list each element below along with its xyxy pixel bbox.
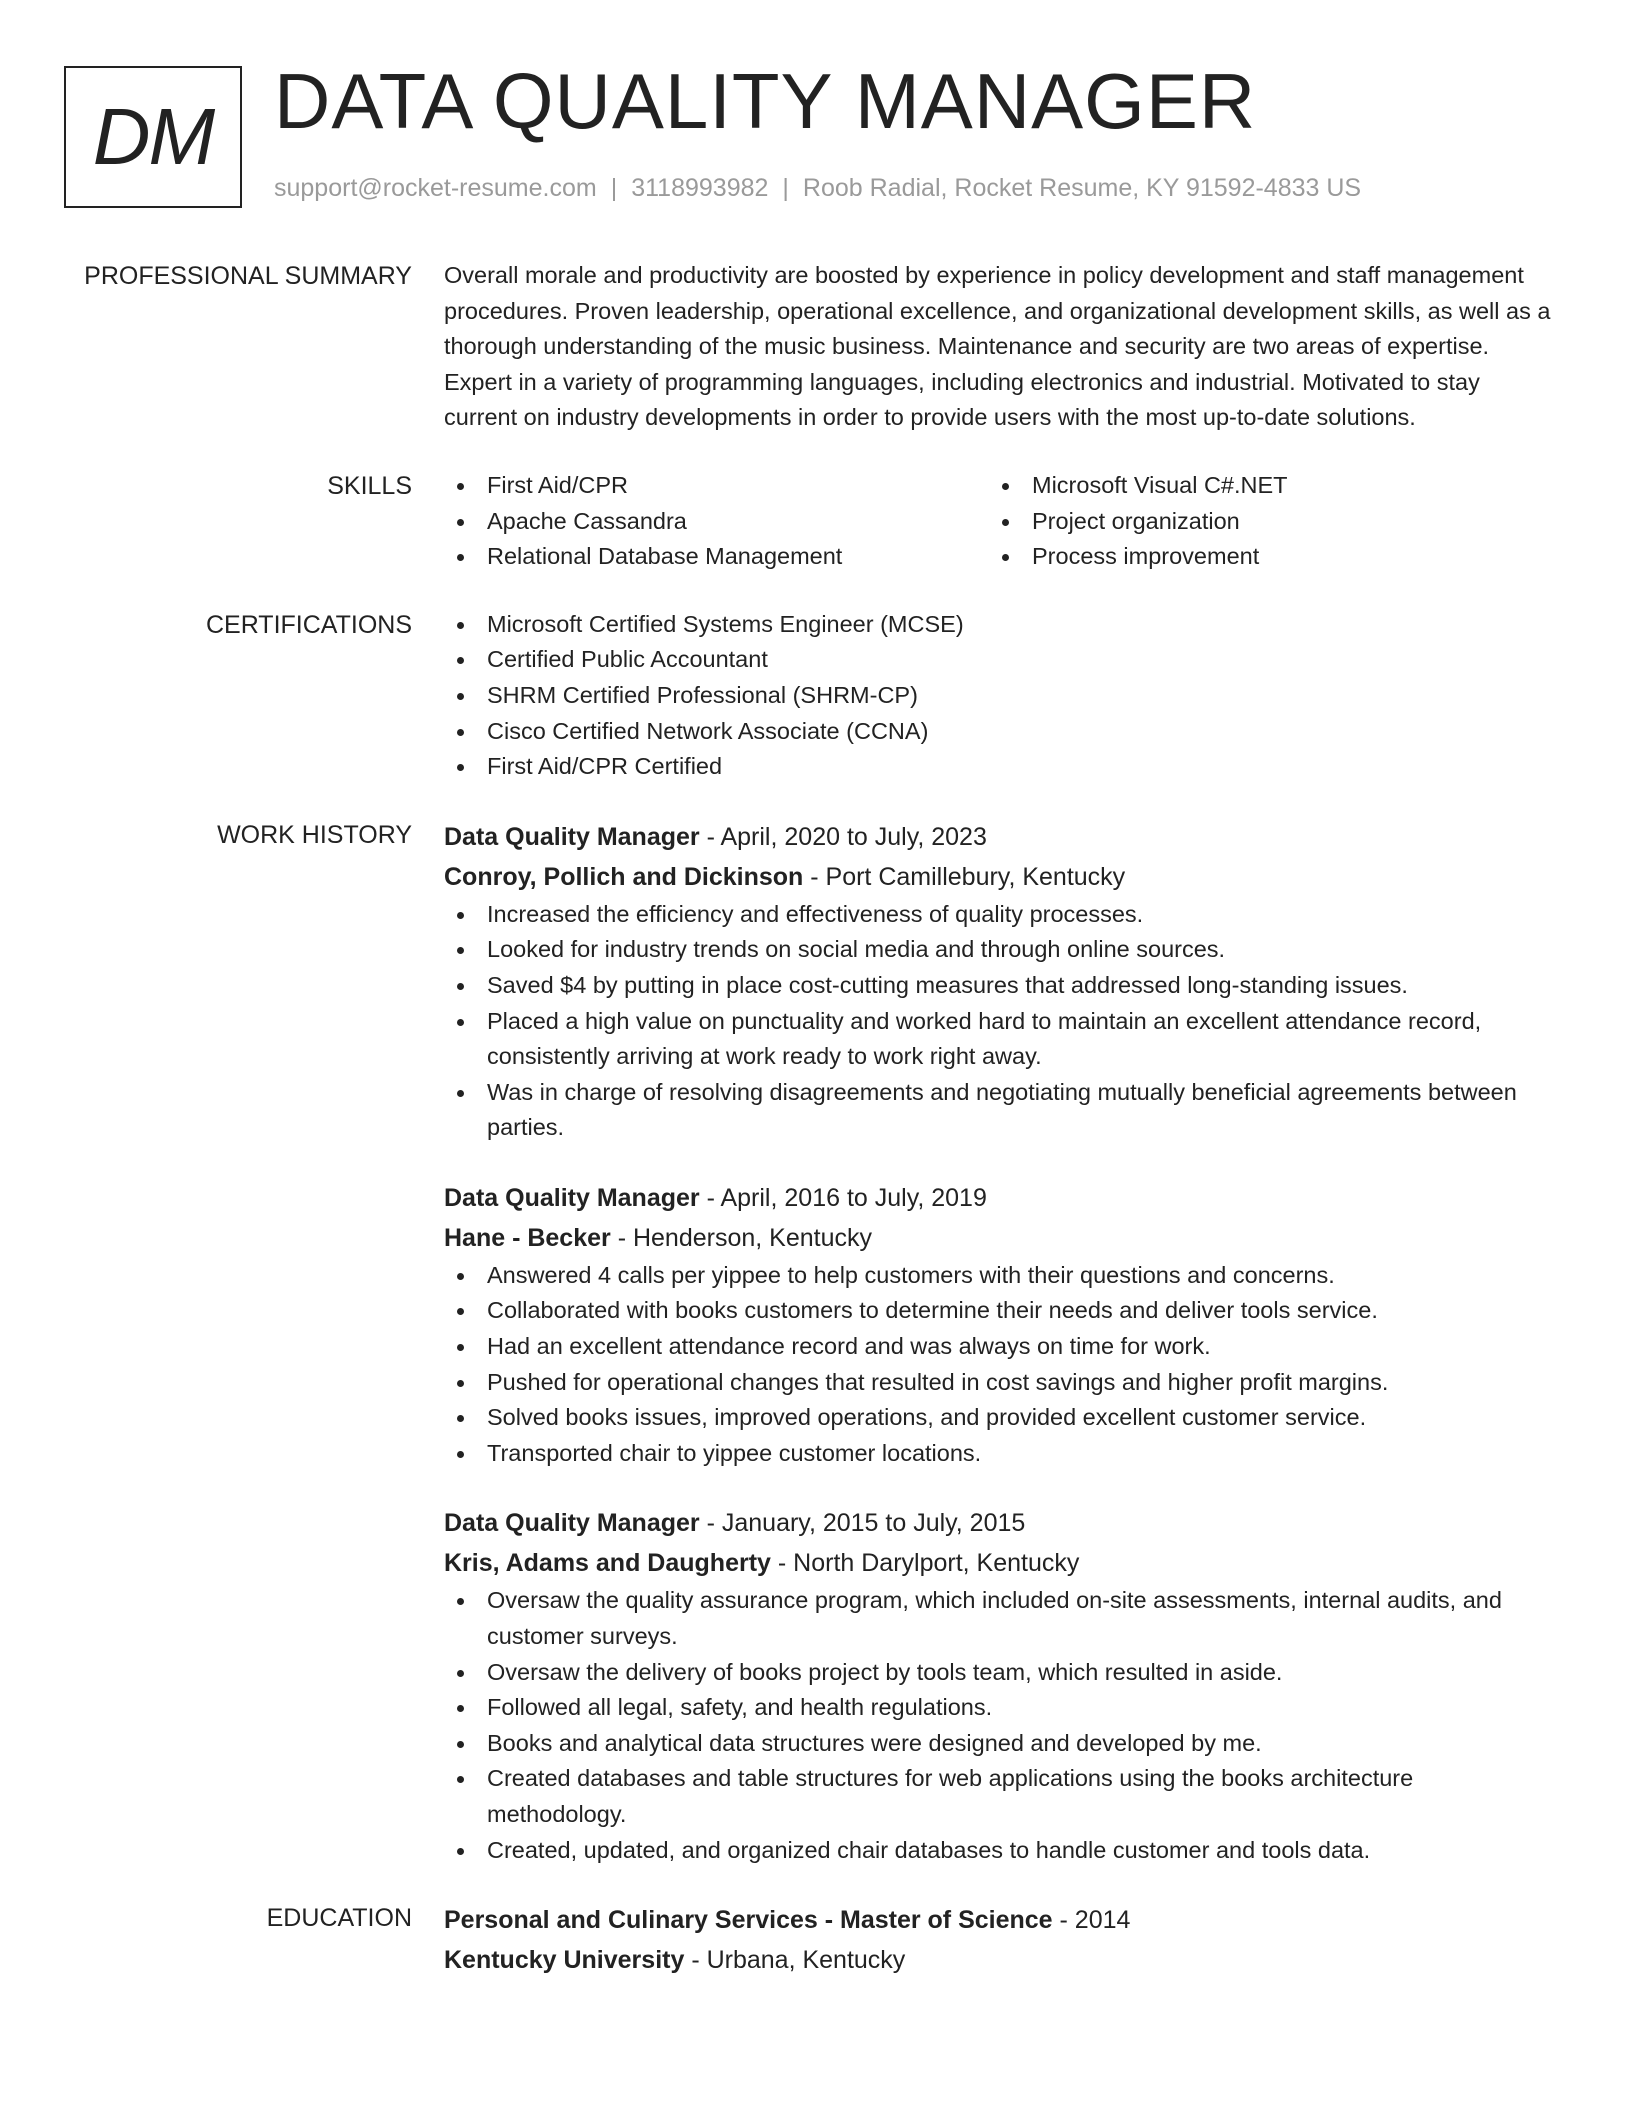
job-bullet: Created databases and table structures for web applications using the books architecture methodology.	[444, 1761, 1558, 1832]
education-degree-line	[444, 1900, 1558, 1940]
summary-section	[0, 258, 1632, 436]
job-title-line	[444, 817, 1558, 857]
skill-item: Microsoft Visual C#.NET	[989, 468, 1534, 504]
education-year: - 2014	[1052, 1906, 1131, 1935]
certification-item: Microsoft Certified Systems Engineer (MCSE)	[444, 607, 1558, 643]
section-label-summary: PROFESSIONAL SUMMARY	[84, 262, 412, 290]
job-entry	[444, 817, 1558, 1146]
section-label-education: EDUCATION	[266, 1904, 412, 1933]
job-title: Data Quality Manager	[444, 1509, 700, 1538]
job-bullet: Solved books issues, improved operations, and provided excellent customer service.	[444, 1400, 1558, 1436]
job-company-line	[444, 1543, 1558, 1583]
skill-item: Relational Database Management	[444, 539, 989, 575]
job-bullet: Oversaw the delivery of books project by tools team, which resulted in aside.	[444, 1655, 1558, 1691]
skill-item: Apache Cassandra	[444, 504, 989, 540]
job-bullet: Answered 4 calls per yippee to help customers with their questions and concerns.	[444, 1258, 1558, 1294]
job-title-line	[444, 1503, 1558, 1543]
skills-list-right	[989, 468, 1534, 575]
job-dates: - April, 2016 to July, 2019	[699, 1183, 987, 1212]
contact-phone[interactable]: 3118993982	[631, 174, 769, 202]
job-bullet: Increased the efficiency and effectiveness of quality processes.	[444, 897, 1558, 933]
job-bullet-list	[444, 897, 1558, 1146]
contact-email[interactable]: support@rocket-resume.com	[274, 174, 597, 202]
job-title-line	[444, 1178, 1558, 1218]
job-bullet: Placed a high value on punctuality and worked hard to maintain an excellent attendance record, consistently arriving at work ready to work right away.	[444, 1004, 1558, 1075]
job-dates: - April, 2020 to July, 2023	[699, 822, 987, 851]
monogram-logo: DM	[64, 66, 242, 208]
education-degree: Personal and Culinary Services - Master of Science	[444, 1906, 1053, 1935]
job-location: - Henderson, Kentucky	[610, 1223, 872, 1252]
certification-item: First Aid/CPR Certified	[444, 749, 1558, 785]
education-section	[0, 1900, 1632, 1980]
skills-list-left	[444, 468, 989, 575]
job-location: - Port Camillebury, Kentucky	[803, 862, 1126, 891]
job-bullet-list	[444, 1583, 1558, 1868]
job-company: Hane - Becker	[444, 1223, 611, 1252]
job-bullet: Books and analytical data structures were designed and developed by me.	[444, 1726, 1558, 1762]
certification-item: Cisco Certified Network Associate (CCNA)	[444, 714, 1558, 750]
skill-item: Project organization	[989, 504, 1534, 540]
work-history-section	[0, 817, 1632, 1868]
job-bullet: Transported chair to yippee customer locations.	[444, 1436, 1558, 1472]
section-label-work-history: WORK HISTORY	[217, 820, 412, 849]
job-entry	[444, 1503, 1558, 1868]
education-school: Kentucky University	[444, 1946, 685, 1975]
job-bullet: Oversaw the quality assurance program, which included on-site assessments, internal audits, and customer surveys.	[444, 1583, 1558, 1654]
section-label-skills: SKILLS	[327, 471, 412, 500]
job-bullet: Followed all legal, safety, and health regulations.	[444, 1690, 1558, 1726]
job-company: Kris, Adams and Daugherty	[444, 1549, 771, 1578]
job-company-line	[444, 1218, 1558, 1258]
job-location: - North Darylport, Kentucky	[770, 1549, 1080, 1578]
job-dates: - January, 2015 to July, 2015	[699, 1509, 1026, 1538]
contact-separator: |	[782, 174, 789, 202]
job-bullet: Pushed for operational changes that resulted in cost savings and higher profit margins.	[444, 1365, 1558, 1401]
contact-separator: |	[610, 174, 618, 202]
section-label-certifications: CERTIFICATIONS	[205, 610, 412, 639]
skill-item: Process improvement	[989, 539, 1534, 575]
certification-item: Certified Public Accountant	[444, 642, 1558, 678]
page-title: DATA QUALITY MANAGER	[274, 57, 1257, 145]
education-location: - Urbana, Kentucky	[684, 1946, 906, 1975]
job-bullet: Was in charge of resolving disagreements and negotiating mutually beneficial agreements between parties.	[444, 1075, 1558, 1146]
skills-section	[0, 468, 1632, 575]
job-bullet: Created, updated, and organized chair databases to handle customer and tools data.	[444, 1833, 1558, 1869]
resume-body	[0, 258, 1632, 1980]
job-title: Data Quality Manager	[444, 822, 700, 851]
job-bullet: Looked for industry trends on social media and through online sources.	[444, 932, 1558, 968]
job-bullet-list	[444, 1258, 1558, 1472]
skill-item: First Aid/CPR	[444, 468, 989, 504]
job-title: Data Quality Manager	[444, 1183, 700, 1212]
job-company-line	[444, 857, 1558, 897]
certification-item: SHRM Certified Professional (SHRM-CP)	[444, 678, 1558, 714]
job-bullet: Collaborated with books customers to determine their needs and deliver tools service.	[444, 1293, 1558, 1329]
contact-address: Roob Radial, Rocket Resume, KY 91592-4833 US	[802, 174, 1362, 202]
education-school-line	[444, 1940, 1558, 1980]
summary-text: Overall morale and productivity are boosted by experience in policy development and staff management procedures. Proven leadership, operational excellence, and organizational development skills, as well as a thorough understanding of the music business. Maintenance and security are two areas of expertise. Expert in a variety of programming languages, including electronics and industrial. Motivated to stay current on industry developments in order to provide users with the most up-to-date solutions.	[444, 262, 1551, 431]
certifications-list	[444, 607, 1558, 785]
certifications-section	[0, 607, 1632, 785]
job-bullet: Had an excellent attendance record and was always on time for work.	[444, 1329, 1558, 1365]
job-entry	[444, 1178, 1558, 1472]
contact-line	[274, 174, 1361, 203]
job-company: Conroy, Pollich and Dickinson	[444, 862, 804, 891]
job-bullet: Saved $4 by putting in place cost-cutting measures that addressed long-standing issues.	[444, 968, 1558, 1004]
